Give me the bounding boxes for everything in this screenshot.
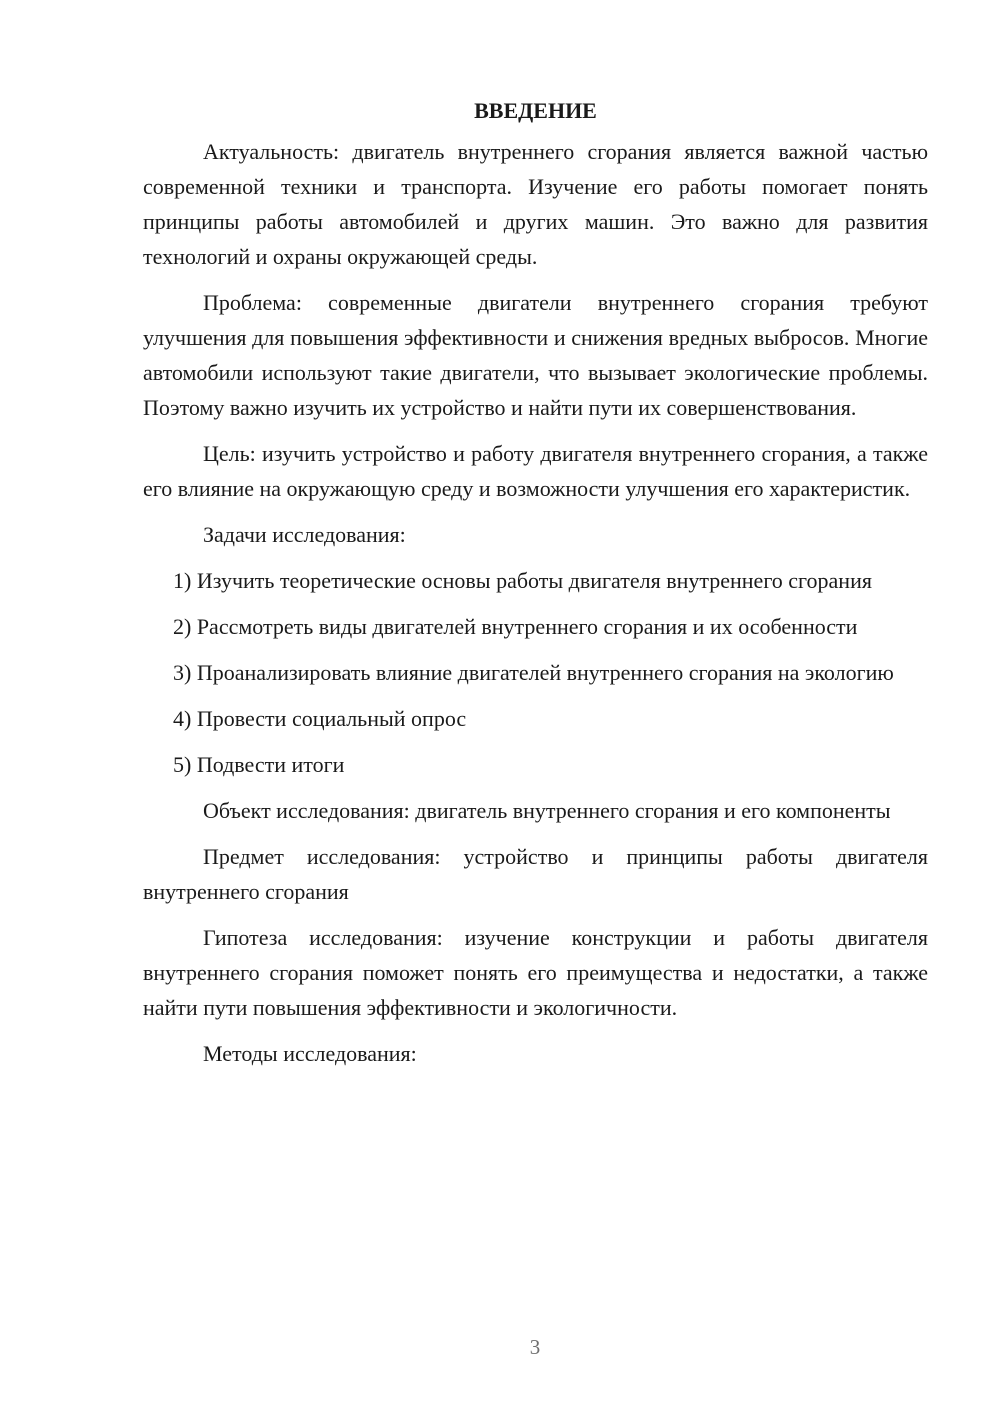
- goal-paragraph: Цель: изучить устройство и работу двигателя внутреннего сгорания, а также его влияние на окружающую среду и возможности улучшения его характеристик.: [143, 441, 928, 501]
- task-item: 4) Провести социальный опрос: [173, 706, 467, 731]
- hypothesis-paragraph: Гипотеза исследования: изучение конструкции и работы двигателя внутреннего сгорания поможет понять его преимущества и недостатки, а также найти пути повышения эффективности и экологичности.: [143, 925, 928, 1020]
- relevance-paragraph: Актуальность: двигатель внутреннего сгорания является важной частью современной техники и транспорта. Изучение его работы помогает понять принципы работы автомобилей и других машин. Это важно для развития технологий и охраны окружающей среды.: [143, 139, 928, 269]
- task-item: 1) Изучить теоретические основы работы двигателя внутреннего сгорания: [173, 568, 872, 593]
- task-item: 5) Подвести итоги: [173, 752, 345, 777]
- page-number: 3: [529, 1335, 541, 1359]
- tasks-heading: Задачи исследования:: [203, 522, 406, 547]
- subject-paragraph: Предмет исследования: устройство и принципы работы двигателя внутреннего сгорания: [143, 844, 928, 904]
- page-content: [143, 93, 928, 1082]
- section-title: ВВЕДЕНИЕ: [474, 98, 597, 123]
- task-item: 3) Проанализировать влияние двигателей внутреннего сгорания на экологию: [173, 660, 894, 685]
- problem-paragraph: Проблема: современные двигатели внутреннего сгорания требуют улучшения для повышения эффективности и снижения вредных выбросов. Многие автомобили используют такие двигатели, что вызывает экологические проблемы. Поэтому важно изучить их устройство и найти пути их совершенствования.: [143, 290, 928, 420]
- object-paragraph: Объект исследования: двигатель внутреннего сгорания и его компоненты: [203, 798, 891, 823]
- methods-heading: Методы исследования:: [203, 1041, 417, 1066]
- task-item: 2) Рассмотреть виды двигателей внутреннего сгорания и их особенности: [173, 614, 858, 639]
